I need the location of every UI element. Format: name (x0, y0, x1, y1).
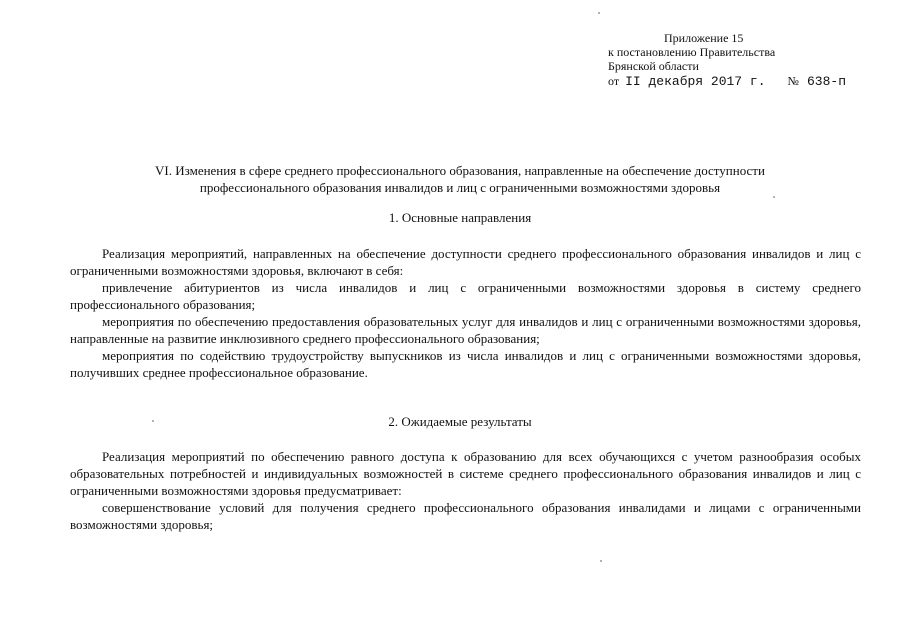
section-title-line-2: профессионального образования инвалидов и лиц с ограниченными возможностями здоровья (199, 180, 721, 195)
number-sign: № (787, 74, 799, 88)
part2-paragraph: совершенствование условий для получения среднего профессионального образования инвалидами и лицами с ограниченными возможностями здоровья; (70, 500, 861, 532)
scan-speck (773, 196, 775, 198)
part2-heading: 2. Ожидаемые результаты (388, 414, 532, 429)
part1-paragraph: привлечение абитуриентов из числа инвалидов и лиц с ограниченными возможностями здоровья в систему среднего профессионального образования; (70, 280, 861, 312)
part2-paragraph: Реализация мероприятий по обеспечению равного доступа к образованию для всех обучающихся с учетом разнообразия особых образовательных потребностей и индивидуальных возможностей в системе среднего профессионального образования инвалидов и лиц с ограниченными возможностями здоровья предусматривает: (70, 449, 861, 498)
date-prefix: от (608, 74, 620, 88)
scan-speck (598, 12, 600, 14)
scan-speck (600, 560, 602, 562)
appendix-region-line: Брянской области (608, 59, 699, 73)
appendix-date-line (608, 73, 898, 90)
appendix-title: Приложение 15 (664, 31, 744, 45)
scan-speck (152, 420, 154, 422)
part2-body (70, 448, 861, 533)
resolution-date: II декабря 2017 г. (625, 74, 766, 89)
resolution-number: 638-п (806, 74, 846, 89)
part1-paragraph: мероприятия по обеспечению предоставления образовательных услуг для инвалидов и лиц с ограниченными возможностями здоровья, направленные на развитие инклюзивного среднего профессионального образования; (70, 314, 861, 346)
part1-heading: 1. Основные направления (388, 210, 532, 225)
part1-body (70, 245, 861, 381)
appendix-block (608, 31, 898, 90)
appendix-resolution-line: к постановлению Правительства (608, 45, 776, 59)
section-title-line-1: VI. Изменения в сфере среднего профессионального образования, направленные на обеспечение доступности (155, 163, 765, 178)
part1-paragraph: Реализация мероприятий, направленных на обеспечение доступности среднего профессионального образования инвалидов и лиц с ограниченными возможностями здоровья, включают в себя: (70, 246, 861, 278)
part1-paragraph: мероприятия по содействию трудоустройству выпускников из числа инвалидов и лиц с ограниченными возможностями здоровья, получивших среднее профессиональное образование. (70, 348, 861, 380)
section-title (60, 162, 860, 196)
